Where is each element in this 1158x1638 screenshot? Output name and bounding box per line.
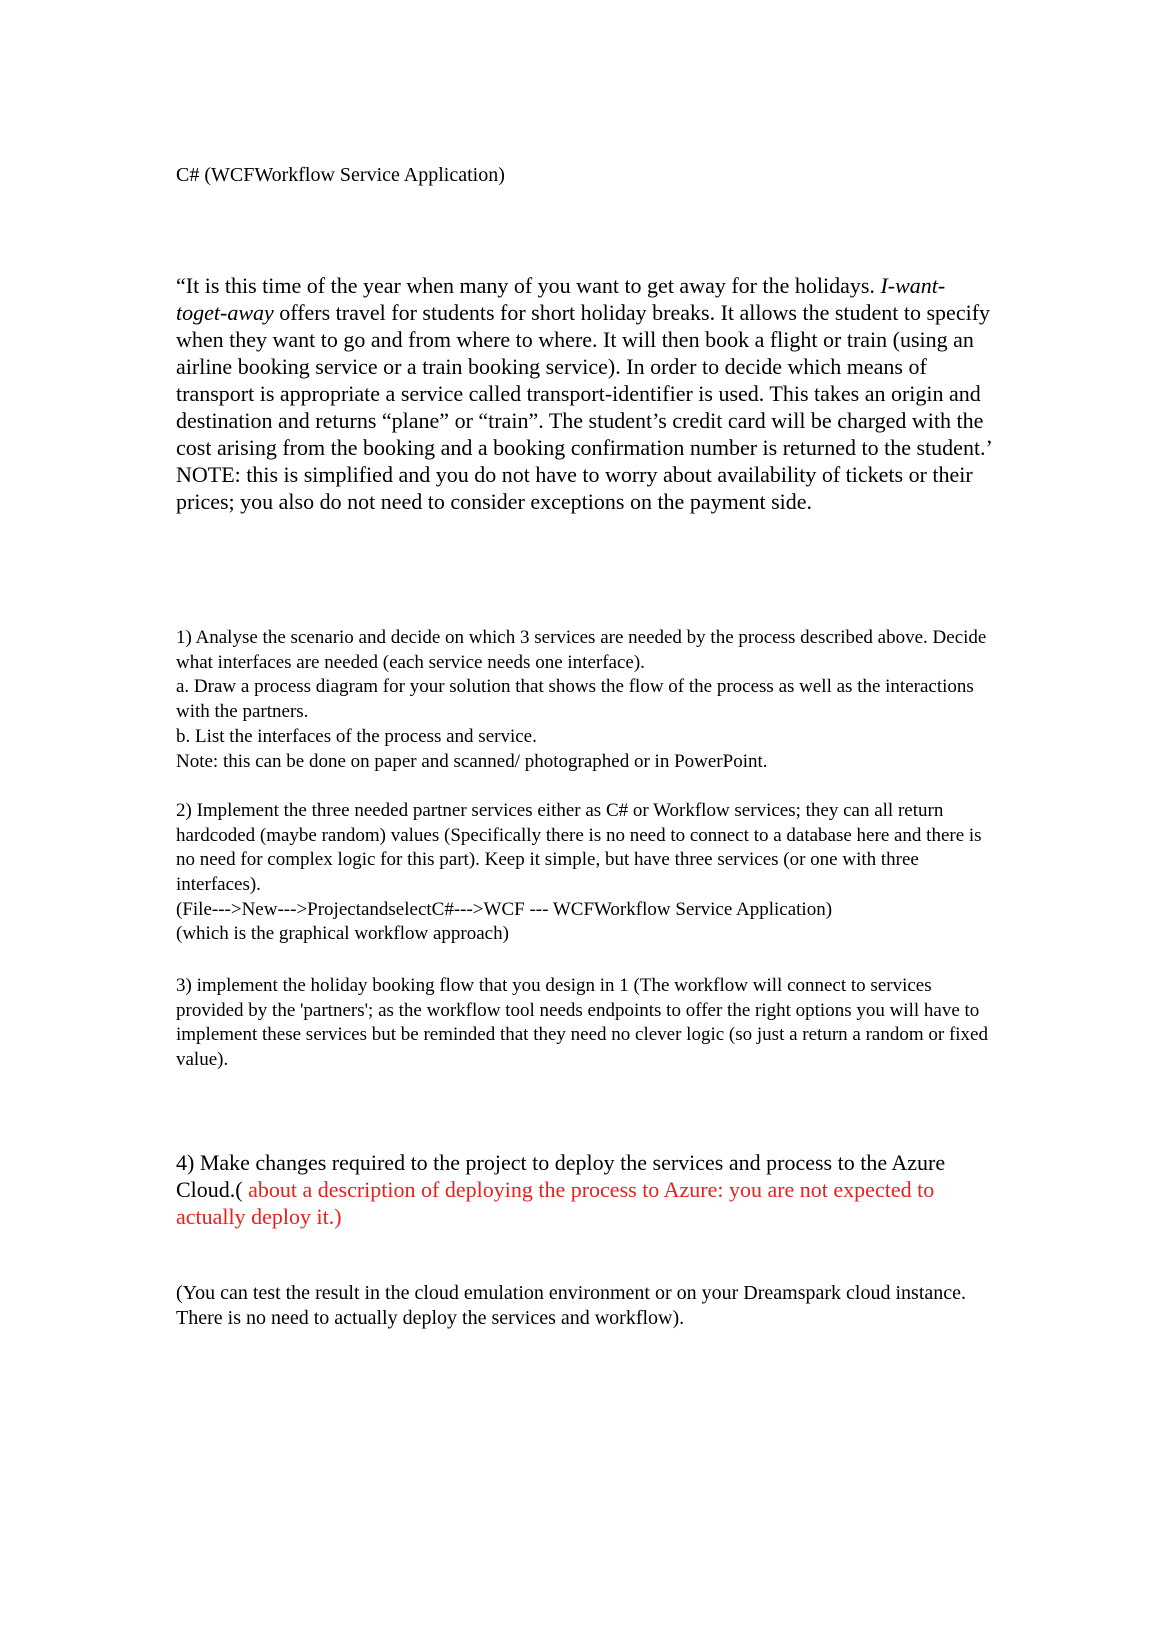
task1-note: Note: this can be done on paper and scanned/ photographed or in PowerPoint. (176, 750, 768, 772)
scenario-text-part2: offers travel for students for short holiday breaks. It allows the student to specify when they want to go and from where to where. It will then book a flight or train (using an airline booking service or a train booking service). In order to decide which means of transport is appropriate a service called transport-identifier is used. This takes an origin and destination and returns “plane” or “train”. The student’s credit card will be charged with the cost arising from the booking and a booking confirmation number is returned to the student.’ (176, 300, 993, 460)
test-note: (You can test the result in the cloud emulation environment or on your Dreamspark cloud instance. There is no need to actually deploy the services and workflow). (176, 1282, 966, 1329)
task1-text: 1) Analyse the scenario and decide on which 3 services are needed by the process described above. Decide what interfaces are needed (each service needs one interface). (176, 627, 987, 673)
task4-text (176, 1149, 996, 1230)
task1a-text: a. Draw a process diagram for your solution that shows the flow of the process as well as the interactions with the partners. (176, 676, 974, 723)
task3-text: 3) implement the holiday booking flow that you design in 1 (The workflow will connect to services provided by the 'partners'; as the workflow tool needs endpoints to offer the right options you will have to implement these services but be reminded that they need no clever logic (so just a return a random or fixed value). (176, 975, 988, 1071)
scenario-note: NOTE: this is simplified and you do not have to worry about availability of tickets or their prices; you also do not need to consider exceptions on the payment side. (176, 462, 973, 514)
document-title: C# (WCFWorkflow Service Application) (176, 164, 505, 186)
task4-main: 4) Make changes required to the project to deploy the services and process to the Azure Cloud.( (176, 1150, 946, 1202)
spacer (176, 774, 996, 799)
tasks-section (176, 626, 996, 947)
task2-approach: (which is the graphical workflow approach) (176, 923, 509, 945)
task2-text: 2) Implement the three needed partner services either as C# or Workflow services; they can all return hardcoded (maybe random) values (Specifically there is no need to connect to a database here and there is no need for complex logic for this part). Keep it simple, but have three services (or one with three interfaces). (176, 799, 982, 896)
scenario-text-part1: “It is this time of the year when many of you want to get away for the holidays. (176, 273, 881, 298)
brand-name: I-want-toget-away (176, 273, 946, 325)
task1b-text: b. List the interfaces of the process and service. (176, 725, 537, 747)
scenario-text (176, 272, 996, 461)
task4-highlight: about a description of deploying the process to Azure: you are not expected to actually deploy it.) (176, 1177, 935, 1229)
task2-path: (File--->New--->ProjectandselectC#--->WCF --- WCFWorkflow Service Application) (176, 898, 833, 920)
scenario-paragraph (176, 272, 996, 515)
task3-section (176, 974, 996, 1073)
task4-section (176, 1149, 996, 1230)
